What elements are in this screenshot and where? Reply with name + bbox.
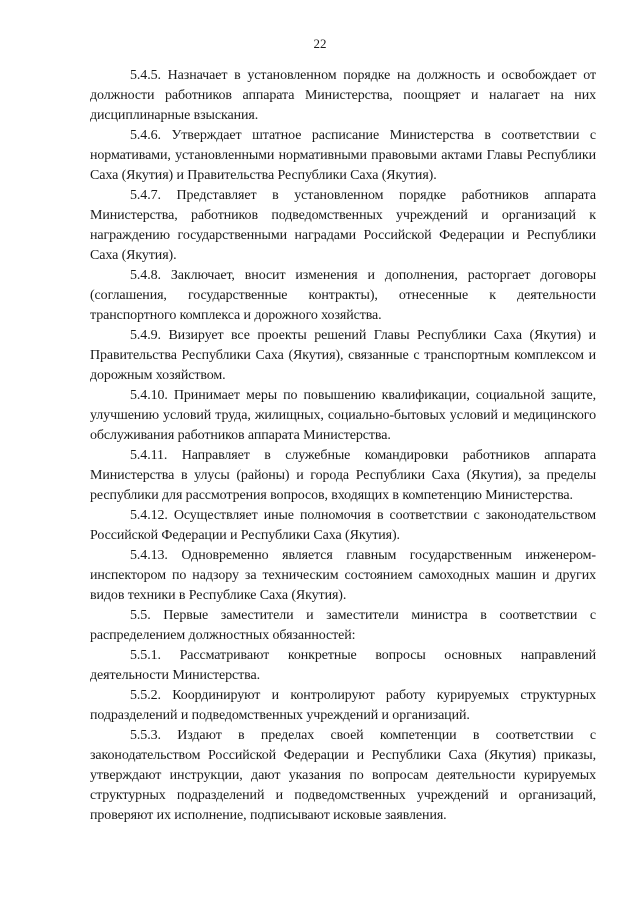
document-body <box>90 66 596 826</box>
paragraph-5-5-3: 5.5.3. Издают в пределах своей компетенции в соответствии с законодательством Российской Федерации и Республики Саха (Якутия) приказы, утверждают инструкции, дают указания по вопросам деятельности курируемых структурных подразделений и подведомственных учреждений и организаций, проверяют их исполнение, подписывают исковые заявления. <box>90 728 596 823</box>
paragraph-5-4-13: 5.4.13. Одновременно является главным государственным инженером-инспектором по надзору за техническим состоянием самоходных машин и других видов техники в Республике Саха (Якутия). <box>90 548 596 603</box>
paragraph-5-4-10: 5.4.10. Принимает меры по повышению квалификации, социальной защите, улучшению условий труда, жилищных, социально-бытовых условий и медицинского обслуживания работников аппарата Министерства. <box>90 388 596 443</box>
paragraph-5-4-12: 5.4.12. Осуществляет иные полномочия в соответствии с законодательством Российской Федерации и Республики Саха (Якутия). <box>90 508 596 543</box>
paragraph-5-4-5: 5.4.5. Назначает в установленном порядке на должность и освобождает от должности работников аппарата Министерства, поощряет и налагает на них дисциплинарные взыскания. <box>90 68 596 123</box>
paragraph-5-4-7: 5.4.7. Представляет в установленном порядке работников аппарата Министерства, работников подведомственных учреждений и организаций к награждению государственными наградами Российской Федерации и Республики Саха (Якутия). <box>90 188 596 263</box>
paragraph-5-5-1: 5.5.1. Рассматривают конкретные вопросы основных направлений деятельности Министерства. <box>90 648 596 683</box>
paragraph-5-4-6: 5.4.6. Утверждает штатное расписание Министерства в соответствии с нормативами, установленными нормативными правовыми актами Главы Республики Саха (Якутия) и Правительства Республики Саха (Якутия). <box>90 128 596 183</box>
page-number: 22 <box>313 36 327 51</box>
paragraph-5-5-2: 5.5.2. Координируют и контролируют работу курируемых структурных подразделений и подведомственных учреждений и организаций. <box>90 688 596 723</box>
paragraph-5-4-11: 5.4.11. Направляет в служебные командировки работников аппарата Министерства в улусы (районы) и города Республики Саха (Якутия), за пределы республики для рассмотрения вопросов, входящих в компетенцию Министерства. <box>90 448 596 503</box>
paragraph-5-5: 5.5. Первые заместители и заместители министра в соответствии с распределением должностных обязанностей: <box>90 608 596 643</box>
paragraph-5-4-9: 5.4.9. Визирует все проекты решений Главы Республики Саха (Якутия) и Правительства Республики Саха (Якутия), связанные с транспортным комплексом и дорожным хозяйством. <box>90 328 596 383</box>
paragraph-5-4-8: 5.4.8. Заключает, вносит изменения и дополнения, расторгает договоры (соглашения, государственные контракты), отнесенные к деятельности транспортного комплекса и дорожного хозяйства. <box>90 268 596 323</box>
